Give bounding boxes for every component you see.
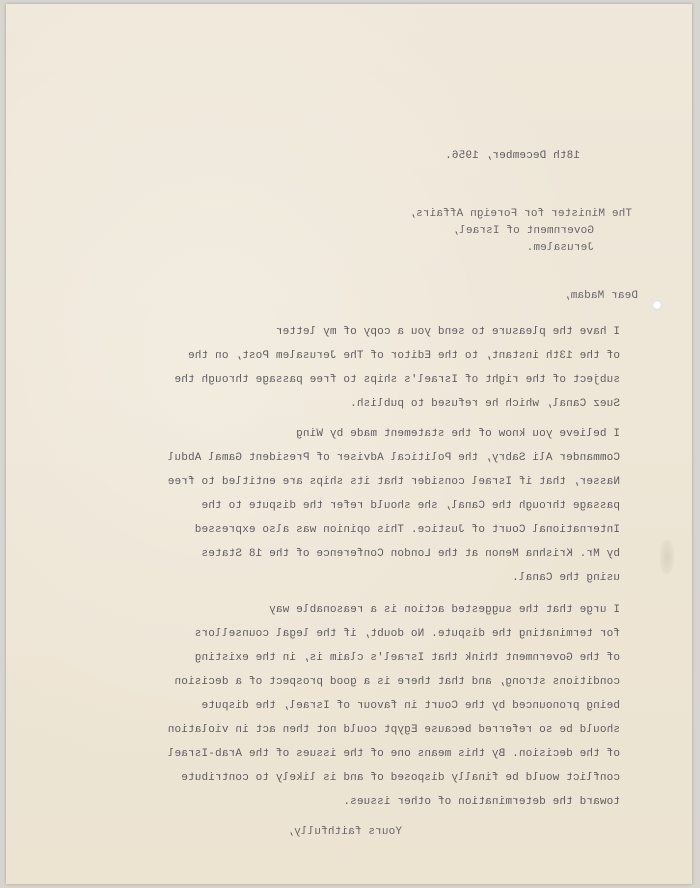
letter-date: 18th December, 1956. <box>444 150 580 162</box>
paragraph-line: Commander Ali Sabry, the Political Adviser of President Gamal Abdul <box>167 452 620 464</box>
paragraph-line: International Court of Justice. This opinion was also expressed <box>194 524 620 536</box>
paragraph-line: I believe you know of the statement made by Wing <box>295 428 620 440</box>
paragraph-line: for terminating the dispute. No doubt, if the legal counsellors <box>194 628 620 640</box>
letter-page <box>6 4 692 884</box>
paragraph-line: should be so referred because Egypt could not then act in violation <box>167 724 620 736</box>
paragraph-line: using the Canal. <box>511 572 620 584</box>
salutation: Dear Madam, <box>563 290 638 302</box>
paragraph-line: conditions strong, and that there is a good prospect of a decision <box>174 676 620 688</box>
recipient-line: Jerusalem. <box>526 242 594 254</box>
paragraph-line: conflict would be finally disposed of and is likely to contribute <box>181 772 620 784</box>
paragraph-line: I urge that the suggested action is a reasonable way <box>268 604 620 616</box>
paragraph-line: subject of the right of Israel's ships to free passage through the <box>174 374 620 386</box>
paragraph-line: Nasser, that if Israel consider that its ships are entitled to free <box>167 476 620 488</box>
bleed-through-text <box>6 4 692 884</box>
paragraph-line: of the Government think that Israel's claim is, in the existing <box>194 652 620 664</box>
recipient-line: The Minister for Foreign Affairs, <box>409 208 632 220</box>
closing: Yours faithfully, <box>287 826 402 838</box>
paragraph-line: being pronounced by the Court in favour of Israel, the dispute <box>201 700 620 712</box>
paragraph-line: passage through the Canal, she should refer the dispute to the <box>201 500 620 512</box>
paragraph-line: I have the pleasure to send you a copy of my letter <box>275 326 620 338</box>
paragraph-line: Suez Canal, which he refused to publish. <box>349 398 620 410</box>
recipient-line: Government of Israel, <box>452 225 594 237</box>
paragraph-line: of the 13th instant, to the Editor of The Jerusalem Post, on the <box>187 350 620 362</box>
paragraph-line: by Mr. Krishna Menon at the London Conference of the 18 States <box>201 548 620 560</box>
paragraph-line: toward the determination of other issues. <box>343 796 620 808</box>
paragraph-line: of the decision. By this means one of the issues of the Arab-Israel <box>167 748 620 760</box>
